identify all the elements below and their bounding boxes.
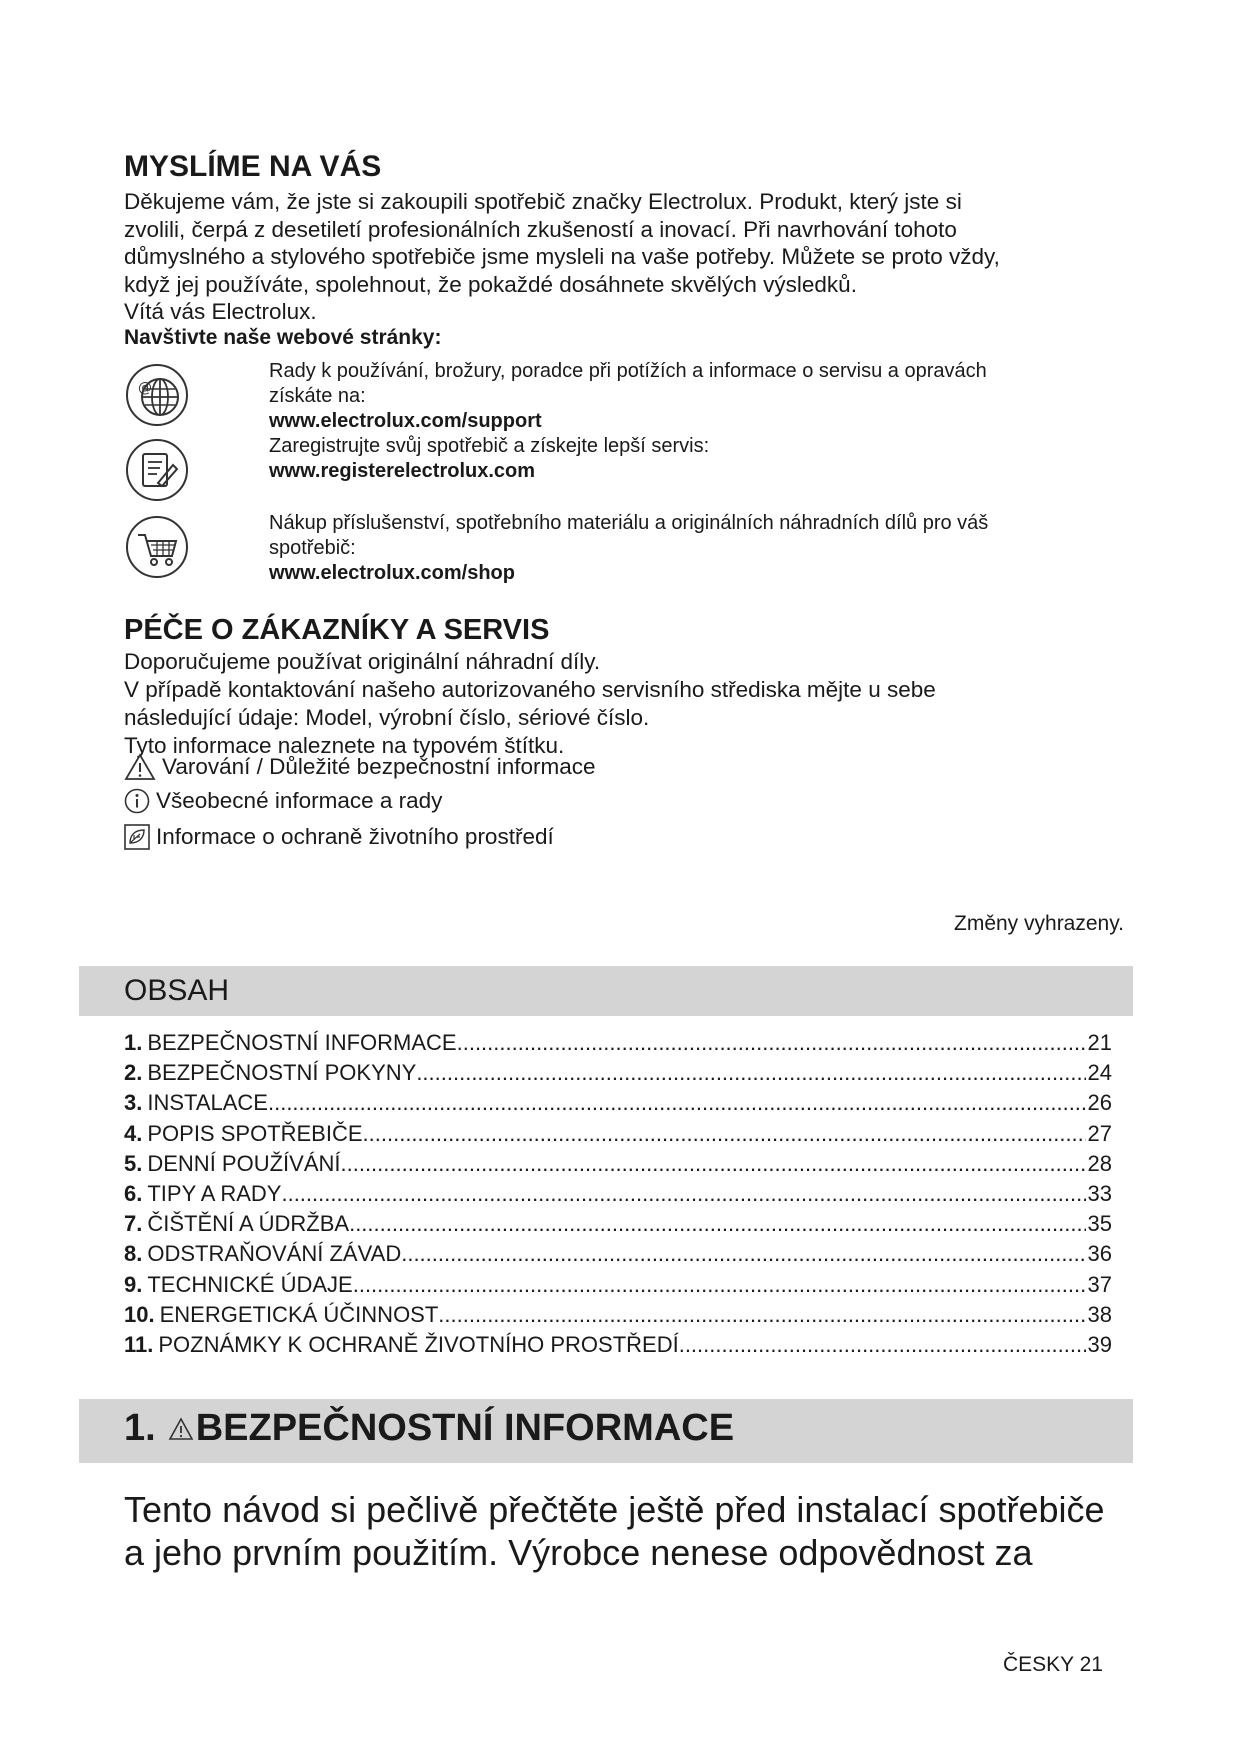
toc-item-page: 35 xyxy=(1087,1211,1112,1237)
toc-item-number: 1. xyxy=(124,1030,143,1055)
intro-text xyxy=(124,188,1124,326)
web-shop-block xyxy=(269,511,1109,586)
toc-item-number: 3. xyxy=(124,1090,143,1116)
web-support-text: získáte na: xyxy=(269,385,366,407)
support-link[interactable]: www.electrolux.com/support xyxy=(269,410,542,432)
toc-item-label: TIPY A RADY xyxy=(147,1180,282,1206)
web-shop-text: spotřebič: xyxy=(269,537,356,559)
cart-icon xyxy=(124,514,190,580)
legend-environment xyxy=(124,824,554,850)
toc-item[interactable] xyxy=(124,1211,1112,1241)
toc-item-label: ENERGETICKÁ ÚČINNOST xyxy=(159,1301,439,1327)
web-heading: Navštivte naše webové stránky: xyxy=(124,326,442,349)
toc-item-page: 26 xyxy=(1087,1090,1112,1116)
toc-item-page: 36 xyxy=(1087,1241,1112,1267)
section-title-thinking-of-you: MYSLÍME NA VÁS xyxy=(124,150,382,183)
toc-leader xyxy=(438,1302,1085,1328)
page-footer: ČESKY 21 xyxy=(1002,1653,1103,1676)
intro-line: důmyslného a stylového spotřebiče jsme mysleli na vaše potřeby. Můžete se proto vždy, xyxy=(124,244,1000,269)
legend-warning-text: Varování / Důležité bezpečnostní informace xyxy=(162,754,596,779)
toc-item[interactable] xyxy=(124,1030,1112,1060)
toc-item-label: BEZPEČNOSTNÍ INFORMACE xyxy=(147,1030,457,1055)
toc-item-label: ODSTRAŇOVÁNÍ ZÁVAD xyxy=(147,1241,402,1267)
register-link[interactable]: www.registerelectrolux.com xyxy=(269,460,536,482)
toc-item-page: 33 xyxy=(1087,1180,1112,1206)
toc-item-page: 38 xyxy=(1087,1301,1112,1327)
toc-header-bar xyxy=(79,966,1133,1016)
toc-item-label: TECHNICKÉ ÚDAJE xyxy=(147,1271,353,1297)
toc-item-number: 10. xyxy=(124,1301,155,1327)
toc-item-number: 9. xyxy=(124,1271,143,1297)
toc-item[interactable] xyxy=(124,1332,1112,1362)
toc-item-number: 11. xyxy=(124,1331,154,1357)
toc-item-label: INSTALACE xyxy=(147,1090,268,1116)
toc-leader xyxy=(457,1030,1086,1056)
toc-item-number: 6. xyxy=(124,1180,143,1206)
legend-environment-text: Informace o ochraně životního prostředí xyxy=(156,824,554,849)
toc-item[interactable] xyxy=(124,1241,1112,1271)
toc-item-label: POZNÁMKY K OCHRANĚ ŽIVOTNÍHO PROSTŘEDÍ xyxy=(158,1331,679,1357)
section-header-bar xyxy=(79,1399,1133,1463)
toc-leader xyxy=(401,1241,1085,1267)
section-1-label: BEZPEČNOSTNÍ INFORMACE xyxy=(195,1407,735,1449)
toc-item-label: DENNÍ POUŽÍVÁNÍ xyxy=(147,1150,341,1176)
care-line: V případě kontaktování našeho autorizovaného servisního střediska mějte u sebe xyxy=(124,677,936,702)
toc-item-number: 8. xyxy=(124,1241,143,1267)
legend-warning xyxy=(124,753,596,781)
web-support-block xyxy=(269,359,1109,434)
section-1-lead xyxy=(124,1488,1134,1574)
toc-leader xyxy=(349,1211,1085,1237)
legend-info-text: Všeobecné informace a rady xyxy=(156,788,443,813)
section-1-number: 1. xyxy=(124,1407,156,1449)
leaf-icon xyxy=(124,824,150,850)
shop-link[interactable]: www.electrolux.com/shop xyxy=(269,562,515,584)
toc-item[interactable] xyxy=(124,1272,1112,1302)
care-line: následující údaje: Model, výrobní číslo, sériové číslo. xyxy=(124,705,650,730)
intro-line: Vítá vás Electrolux. xyxy=(124,299,317,324)
web-support-text: Rady k používání, brožury, poradce při potížích a informace o servisu a opravách xyxy=(269,360,987,382)
toc-item-label: BEZPEČNOSTNÍ POKYNY xyxy=(147,1060,417,1086)
intro-line: když jej používáte, spolehnout, že pokaždé dosáhnete skvělých výsledků. xyxy=(124,271,857,297)
toc-item[interactable] xyxy=(124,1181,1112,1211)
toc-item-page: 21 xyxy=(1087,1030,1112,1055)
toc-item[interactable] xyxy=(124,1090,1112,1120)
toc-item[interactable] xyxy=(124,1121,1112,1151)
toc-item-page: 37 xyxy=(1087,1271,1112,1297)
warning-icon xyxy=(124,753,156,781)
section-1-title xyxy=(124,1407,734,1450)
lead-line: a jeho prvním použitím. Výrobce nenese odpovědnost za xyxy=(124,1532,1033,1573)
toc-item-page: 28 xyxy=(1087,1150,1112,1176)
legend-info xyxy=(124,788,442,814)
intro-line: Děkujeme vám, že jste si zakoupili spotřebič značky Electrolux. Produkt, který jste si xyxy=(124,189,962,214)
toc-leader xyxy=(268,1090,1086,1116)
toc-item-page: 39 xyxy=(1087,1331,1112,1357)
warning-icon xyxy=(168,1417,194,1441)
toc-title: OBSAH xyxy=(124,974,230,1007)
toc-leader xyxy=(416,1060,1085,1086)
section-title-customer-care: PÉČE O ZÁKAZNÍKY A SERVIS xyxy=(124,614,550,646)
web-register-block xyxy=(269,434,1109,484)
svg-text:@: @ xyxy=(138,380,152,396)
toc-leader xyxy=(363,1121,1086,1147)
intro-line: zvolili, čerpá z desetiletí profesionálních zkušeností a inovací. Při navrhování tohoto xyxy=(124,216,957,242)
toc-item[interactable] xyxy=(124,1060,1112,1090)
toc-item-number: 7. xyxy=(124,1211,143,1237)
lead-line: Tento návod si pečlivě přečtěte ještě před instalací spotřebiče xyxy=(124,1489,1105,1530)
toc-leader xyxy=(341,1151,1086,1177)
toc-item-label: POPIS SPOTŘEBIČE xyxy=(147,1120,363,1146)
web-register-text: Zaregistrujte svůj spotřebič a získejte lepší servis: xyxy=(269,435,710,457)
care-line: Doporučujeme používat originální náhradní díly. xyxy=(124,649,601,674)
toc-item[interactable] xyxy=(124,1302,1112,1332)
toc-item[interactable] xyxy=(124,1151,1112,1181)
toc-item-label: ČIŠTĚNÍ A ÚDRŽBA xyxy=(147,1211,350,1237)
toc-item-number: 2. xyxy=(124,1060,143,1086)
toc-leader xyxy=(281,1181,1085,1207)
changes-reserved: Změny vyhrazeny. xyxy=(954,912,1124,935)
web-shop-text: Nákup příslušenství, spotřebního materiálu a originálních náhradních dílů pro váš xyxy=(269,512,989,534)
toc-item-number: 5. xyxy=(124,1150,143,1176)
table-of-contents xyxy=(124,1030,1112,1362)
care-text xyxy=(124,648,1124,760)
toc-item-page: 24 xyxy=(1087,1060,1112,1086)
globe-icon xyxy=(124,362,190,428)
toc-leader xyxy=(679,1332,1086,1358)
toc-leader xyxy=(353,1272,1086,1298)
toc-item-number: 4. xyxy=(124,1120,143,1146)
toc-item-page: 27 xyxy=(1087,1120,1112,1146)
info-icon xyxy=(124,788,150,814)
care-line: Tyto informace naleznete na typovém štítku. xyxy=(124,733,565,758)
register-icon xyxy=(124,437,190,503)
